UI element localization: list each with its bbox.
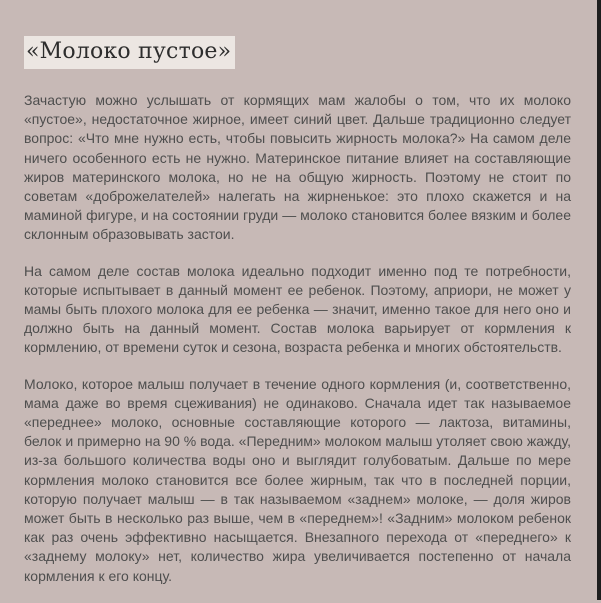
paragraph-3: Молоко, которое малыш получает в течение одного кормления (и, соответственно, мама даже во время сцеживания) не одинаково. Сначала идет так называемое «переднее» молоко, основные составляющие которого — лактоза, витамины, белок и примерно на 90 % вода. «Передним» молоком малыш утоляет свою жажду, из-за большого количества воды оно и выглядит голубоватым. Дальше по мере кормления молоко становится все более жирным, так что в последней порции, которую получает малыш — в так называемом «заднем» молоке, — доля жиров может быть в несколько раз выше, чем в «переднем»! «Задним» молоком ребенок как раз очень эффективно насыщается. Внезапного перехода от «переднего» к «заднему молоку» нет, количество жира увеличивается постепенно от начала кормления к его концу. (24, 375, 571, 584)
article (24, 0, 571, 603)
article-body (24, 91, 571, 586)
right-edge-strip (597, 0, 601, 600)
article-title: «Молоко пустое» (24, 36, 235, 69)
title-container (24, 36, 571, 70)
paragraph-2: На самом деле состав молока идеально подходит именно под те потребности, которые испытывает в данный момент ее ребенок. Поэтому, априори, не может у мамы быть плохого молока для ее ребенка — значит, именно такое для него оно и должно быть на данный момент. Состав молока варьирует от кормления к кормлению, от времени суток и сезона, возраста ребенка и многих обстоятельств. (24, 262, 571, 356)
paragraph-1: Зачастую можно услышать от кормящих мам жалобы о том, что их молоко «пустое», недостаточное жирное, имеет синий цвет. Дальше традиционно следует вопрос: «Что мне нужно есть, чтобы повысить жирность молока?» На самом деле ничего особенного есть не нужно. Материнское питание влияет на составляющие жиров материнского молока, но не на общую жирность. Поэтому не стоит по советам «доброжелателей» налегать на жирненькое: это плохо скажется и на маминой фигуре, и на состоянии груди — молоко становится более вязким и более склонным образовывать застои. (24, 92, 571, 243)
